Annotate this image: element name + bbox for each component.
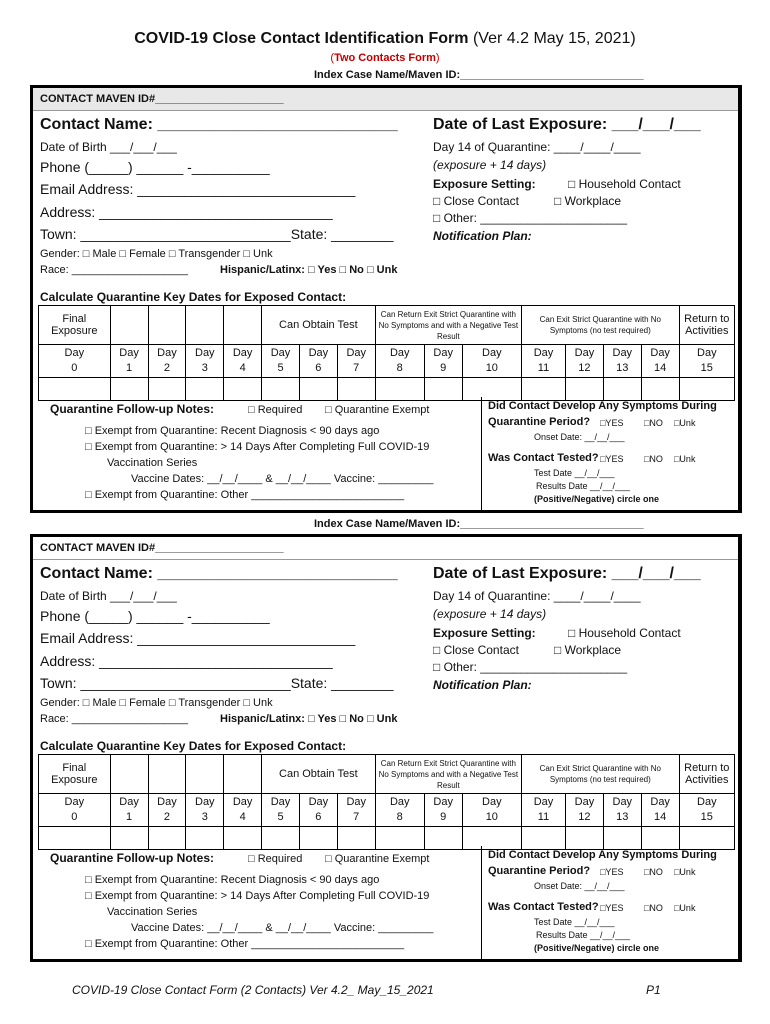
date-entry-cell[interactable] (337, 378, 375, 401)
day-cell: Day 12 (566, 345, 604, 378)
vaccination-series-text: Vaccination Series (107, 906, 198, 918)
day-cell: Day 11 (522, 345, 566, 378)
footer-form-name: COVID-19 Close Contact Form (2 Contacts) Ver 4.2_ May_15_2021 (72, 983, 434, 997)
hispanic-field[interactable]: Hispanic/Latinx: □ Yes □ No □ Unk (220, 713, 398, 725)
contact-name-field[interactable]: Contact Name: ___________________________ (40, 116, 398, 133)
tested-label: Was Contact Tested? (488, 452, 599, 464)
form-subtitle (0, 52, 770, 64)
email-field[interactable]: Email Address: ____________________________ (40, 630, 356, 646)
dob-field[interactable]: Date of Birth ___/___/___ (40, 589, 177, 603)
day-cell: Day 7 (337, 794, 375, 827)
email-field[interactable]: Email Address: ____________________________ (40, 181, 356, 197)
can-exit-header: Can Exit Strict Quarantine with No Symptoms (no test required) (522, 306, 680, 345)
date-entry-cell[interactable] (375, 827, 424, 850)
can-obtain-test-header: Can Obtain Test (262, 306, 376, 345)
day14-note: (exposure + 14 days) (433, 158, 547, 172)
tested-no-checkbox[interactable]: □NO (644, 454, 663, 464)
date-entry-cell[interactable] (262, 378, 300, 401)
day-cell: Day 1 (110, 345, 148, 378)
gender-field[interactable]: Gender: □ Male □ Female □ Transgender □ Unk (40, 697, 273, 709)
day-cell: Day 5 (262, 345, 300, 378)
return-activities-header: Return to Activities (679, 306, 734, 345)
day-cell: Day 14 (641, 345, 679, 378)
day-cell: Day 6 (299, 794, 337, 827)
title-text: COVID-19 Close Contact Identification Form (134, 30, 469, 47)
vaccination-exempt-checkbox[interactable]: □ Exempt from Quarantine: > 14 Days After Completing Full COVID-19 (85, 890, 430, 902)
two-contacts-label: Two Contacts Form (334, 52, 436, 64)
day-cell: Day 13 (603, 345, 641, 378)
contact-section-1 (30, 85, 742, 513)
date-entry-cell[interactable] (299, 827, 337, 850)
day-cell: Day 14 (641, 794, 679, 827)
tested-label: Was Contact Tested? (488, 901, 599, 913)
positive-negative-note: (Positive/Negative) circle one (534, 943, 660, 953)
exposure-setting-label: Exposure Setting: (433, 626, 536, 640)
day-cell: Day 0 (39, 794, 111, 827)
quarantine-period-label: Quarantine Period? (488, 416, 591, 428)
day-cell: Day 3 (186, 794, 224, 827)
can-return-header: Can Return Exit Strict Quarantine with No Symptoms and with a Negative Test Result (375, 306, 521, 345)
day-cell: Day 9 (424, 345, 462, 378)
symptoms-no-checkbox[interactable]: □NO (644, 867, 663, 877)
recent-diagnosis-checkbox[interactable]: □ Exempt from Quarantine: Recent Diagnosis < 90 days ago (85, 874, 380, 886)
return-activities-header: Return to Activities (679, 755, 734, 794)
recent-diagnosis-checkbox[interactable]: □ Exempt from Quarantine: Recent Diagnosis < 90 days ago (85, 425, 380, 437)
day-cell: Day 7 (337, 345, 375, 378)
other-exempt-checkbox[interactable]: □ Exempt from Quarantine: Other _________________________ (85, 489, 405, 501)
positive-negative-note: (Positive/Negative) circle one (534, 494, 660, 504)
can-obtain-test-header: Can Obtain Test (262, 755, 376, 794)
quarantine-period-label: Quarantine Period? (488, 865, 591, 877)
onset-date-field[interactable]: Onset Date: __/__/___ (534, 432, 625, 442)
date-entry-cell[interactable] (148, 827, 186, 850)
index-case-line-1[interactable]: Index Case Name/Maven ID:______________________________ (314, 69, 644, 81)
day-cell: Day 1 (110, 794, 148, 827)
day14-note: (exposure + 14 days) (433, 607, 547, 621)
symptoms-box (481, 397, 746, 510)
results-date-field[interactable]: Results Date __/__/___ (536, 481, 631, 491)
maven-id-bar (33, 88, 738, 111)
contact-name-field[interactable]: Contact Name: ___________________________ (40, 565, 398, 582)
day-cell: Day 10 (462, 794, 521, 827)
quarantine-exempt-checkbox[interactable]: □ Quarantine Exempt (325, 853, 430, 865)
day-cell: Day 11 (522, 794, 566, 827)
workplace-checkbox[interactable]: □ Workplace (554, 643, 622, 657)
tested-no-checkbox[interactable]: □NO (644, 903, 663, 913)
symptoms-question: Did Contact Develop Any Symptoms During (488, 849, 717, 861)
date-entry-cell[interactable] (262, 827, 300, 850)
form-title (0, 30, 770, 48)
other-setting-field[interactable]: □ Other: ______________________ (433, 660, 628, 674)
test-date-field[interactable]: Test Date __/__/___ (534, 468, 615, 478)
workplace-checkbox[interactable]: □ Workplace (554, 194, 622, 208)
race-field[interactable]: Race: ___________________ (40, 713, 189, 725)
date-entry-cell[interactable] (224, 827, 262, 850)
required-checkbox[interactable]: □ Required (248, 853, 303, 865)
day-cell: Day 4 (224, 794, 262, 827)
followup-notes-label: Quarantine Follow-up Notes: (50, 851, 214, 865)
vaccine-dates-field[interactable]: Vaccine Dates: __/__/____ & __/__/____ Vaccine: _________ (131, 922, 434, 934)
household-checkbox[interactable]: □ Household Contact (568, 177, 681, 191)
day-cell: Day 15 (679, 794, 734, 827)
followup-notes-label: Quarantine Follow-up Notes: (50, 402, 214, 416)
day-cell: Day 2 (148, 794, 186, 827)
day-cell: Day 6 (299, 345, 337, 378)
quarantine-calc-label: Calculate Quarantine Key Dates for Exposed Contact: (40, 290, 347, 304)
day-cell: Day 15 (679, 345, 734, 378)
subtitle-paren-close: ) (435, 52, 440, 64)
last-exposure-field[interactable]: Date of Last Exposure: ___/___/___ (433, 565, 701, 582)
vaccine-dates-field[interactable]: Vaccine Dates: __/__/____ & __/__/____ Vaccine: _________ (131, 473, 434, 485)
date-entry-cell[interactable] (110, 378, 148, 401)
test-date-field[interactable]: Test Date __/__/___ (534, 917, 615, 927)
day-cell: Day 5 (262, 794, 300, 827)
household-checkbox[interactable]: □ Household Contact (568, 626, 681, 640)
date-entry-cell[interactable] (299, 378, 337, 401)
title-version: (Ver 4.2 May 15, 2021) (472, 30, 636, 47)
day-cell: Day 8 (375, 794, 424, 827)
required-checkbox[interactable]: □ Required (248, 404, 303, 416)
town-state-field[interactable]: Town: ___________________________State: ________ (40, 675, 394, 691)
day-cell: Day 10 (462, 345, 521, 378)
other-setting-field[interactable]: □ Other: ______________________ (433, 211, 628, 225)
onset-date-field[interactable]: Onset Date: __/__/___ (534, 881, 625, 891)
maven-id-bar (33, 537, 738, 560)
day-cell: Day 12 (566, 794, 604, 827)
date-entry-cell[interactable] (148, 378, 186, 401)
footer-page-number: P1 (646, 983, 661, 997)
final-exposure-header: Final Exposure (39, 755, 111, 794)
other-exempt-checkbox[interactable]: □ Exempt from Quarantine: Other _________________________ (85, 938, 405, 950)
date-entry-cell[interactable] (424, 827, 462, 850)
symptoms-box (481, 846, 746, 959)
hispanic-field[interactable]: Hispanic/Latinx: □ Yes □ No □ Unk (220, 264, 398, 276)
day-cell: Day 4 (224, 345, 262, 378)
symptoms-no-checkbox[interactable]: □NO (644, 418, 663, 428)
symptoms-unk-checkbox[interactable]: □Unk (674, 418, 696, 428)
day-cell: Day 0 (39, 345, 111, 378)
day-cell: Day 8 (375, 345, 424, 378)
day-cell: Day 2 (148, 345, 186, 378)
quarantine-exempt-checkbox[interactable]: □ Quarantine Exempt (325, 404, 430, 416)
date-entry-cell[interactable] (110, 827, 148, 850)
can-exit-header: Can Exit Strict Quarantine with No Symptoms (no test required) (522, 755, 680, 794)
gender-field[interactable]: Gender: □ Male □ Female □ Transgender □ Unk (40, 248, 273, 260)
symptoms-yes-checkbox[interactable]: □YES (600, 867, 624, 877)
address-field[interactable]: Address: ______________________________ (40, 204, 333, 220)
town-state-field[interactable]: Town: ___________________________State: ________ (40, 226, 394, 242)
tested-yes-checkbox[interactable]: □YES (600, 454, 624, 464)
day-cell: Day 13 (603, 794, 641, 827)
date-entry-cell[interactable] (186, 378, 224, 401)
final-exposure-header: Final Exposure (39, 306, 111, 345)
phone-field[interactable]: Phone (_____) ______ -__________ (40, 159, 270, 175)
tested-unk-checkbox[interactable]: □Unk (674, 903, 696, 913)
can-return-header: Can Return Exit Strict Quarantine with No Symptoms and with a Negative Test Result (375, 755, 521, 794)
exposure-setting-label: Exposure Setting: (433, 177, 536, 191)
notification-plan-label: Notification Plan: (433, 229, 532, 243)
results-date-field[interactable]: Results Date __/__/___ (536, 930, 631, 940)
last-exposure-field[interactable]: Date of Last Exposure: ___/___/___ (433, 116, 701, 133)
tested-unk-checkbox[interactable]: □Unk (674, 454, 696, 464)
contact-section-2 (30, 534, 742, 962)
tested-yes-checkbox[interactable]: □YES (600, 903, 624, 913)
vaccination-series-text: Vaccination Series (107, 457, 198, 469)
symptoms-yes-checkbox[interactable]: □YES (600, 418, 624, 428)
day14-field[interactable]: Day 14 of Quarantine: ____/____/____ (433, 140, 641, 154)
date-entry-cell[interactable] (224, 378, 262, 401)
quarantine-dates-table (38, 754, 735, 850)
index-case-line-2[interactable]: Index Case Name/Maven ID:______________________________ (314, 518, 644, 530)
quarantine-calc-label: Calculate Quarantine Key Dates for Exposed Contact: (40, 739, 347, 753)
maven-id-field[interactable]: CONTACT MAVEN ID#_____________________ (40, 542, 284, 554)
day-cell: Day 9 (424, 794, 462, 827)
maven-id-field[interactable]: CONTACT MAVEN ID#_____________________ (40, 93, 284, 105)
day14-field[interactable]: Day 14 of Quarantine: ____/____/____ (433, 589, 641, 603)
close-contact-checkbox[interactable]: □ Close Contact (433, 194, 519, 208)
dob-field[interactable]: Date of Birth ___/___/___ (40, 140, 177, 154)
date-entry-cell[interactable] (186, 827, 224, 850)
phone-field[interactable]: Phone (_____) ______ -__________ (40, 608, 270, 624)
date-entry-cell[interactable] (337, 827, 375, 850)
day-cell: Day 3 (186, 345, 224, 378)
vaccination-exempt-checkbox[interactable]: □ Exempt from Quarantine: > 14 Days After Completing Full COVID-19 (85, 441, 430, 453)
symptoms-question: Did Contact Develop Any Symptoms During (488, 400, 717, 412)
date-entry-cell[interactable] (375, 378, 424, 401)
race-field[interactable]: Race: ___________________ (40, 264, 189, 276)
notification-plan-label: Notification Plan: (433, 678, 532, 692)
date-entry-cell[interactable] (39, 827, 111, 850)
address-field[interactable]: Address: ______________________________ (40, 653, 333, 669)
quarantine-dates-table (38, 305, 735, 401)
date-entry-cell[interactable] (424, 378, 462, 401)
close-contact-checkbox[interactable]: □ Close Contact (433, 643, 519, 657)
subtitle-paren-open: ( (330, 52, 335, 64)
date-entry-cell[interactable] (39, 378, 111, 401)
symptoms-unk-checkbox[interactable]: □Unk (674, 867, 696, 877)
